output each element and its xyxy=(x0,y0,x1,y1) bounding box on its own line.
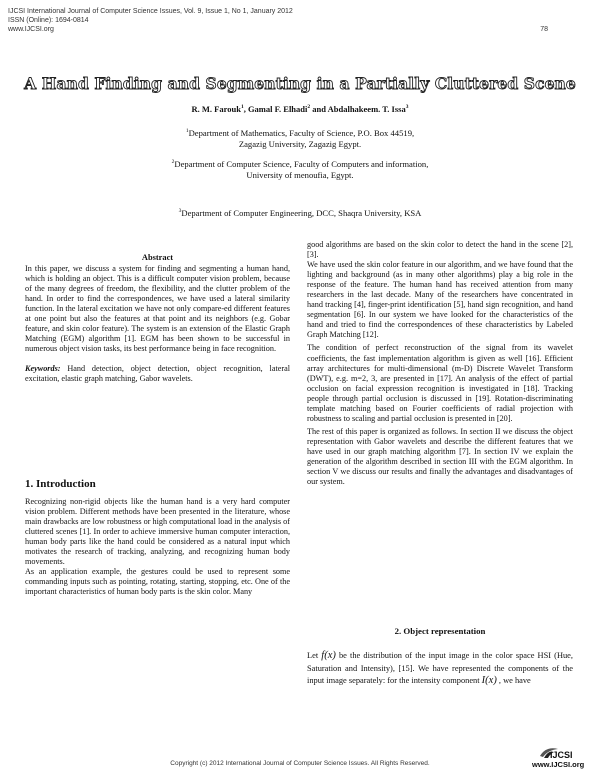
formula-ix: I(x) xyxy=(481,675,497,687)
affiliation-1-sup: 1 xyxy=(185,128,189,134)
copyright-footer: Copyright (c) 2012 International Journal of Computer Science Issues. All Rights Reserved. xyxy=(170,760,430,767)
left-column-abstract xyxy=(25,264,290,385)
right-paragraph-2: We have used the skin color feature in our algorithm, and we have found that the lighting and background (as in many other algorithms) play a big role in the response of the feature. The human hand has received attention from many researchers in the last decade. Many of the researchers have concentrated in hand tracking [4], finger-print identification [5], hand sign recognition, and hand segmentation [6]. In our system we have looked for the characteristics of the hand and tried to find the correspondences of these characteristics by Labeled Graph Matching [12]. xyxy=(307,260,573,340)
right-column-text xyxy=(307,240,573,487)
issn-line: ISSN (Online): 1694-0814 xyxy=(8,17,89,24)
intro-paragraph-2: As an application example, the gestures could be used to represent some commanding inputs such as pointing, rotating, starting, stopping, etc. One of the important characteristics of human body parts is the skin color. Many xyxy=(25,567,290,597)
ijcsi-logo xyxy=(524,744,584,770)
author-2: , Gamal F. Elhadi xyxy=(243,104,308,114)
section-2-paragraph xyxy=(307,650,573,688)
right-paragraph-4: The rest of this paper is organized as follows. In section II we discuss the object representation with Gabor wavelets and describe the different features that we have used in our graph matching algorithm [7]. In section IV we explain the generation of the algorithm described in section III with the EGM algorithm. In section V we discuss our results and finally the advantages and disadvantages of our system. xyxy=(307,426,573,487)
journal-url[interactable]: www.IJCSI.org xyxy=(8,26,54,33)
keywords-text: Hand detection, object detection, object recognition, lateral excitation, elastic graph matching, Gabor wavelets. xyxy=(25,364,290,384)
left-column-intro xyxy=(25,497,290,597)
section-2-text-a: Let xyxy=(307,651,322,660)
logo-bottom-text: www.IJCSI.org xyxy=(532,760,585,769)
section-2-text-c: , we have xyxy=(496,676,531,686)
page-number: 78 xyxy=(540,26,548,33)
affiliation-2 xyxy=(0,157,600,181)
affiliation-2-sup: 2 xyxy=(171,159,175,165)
affiliation-1-line1: Department of Mathematics, Faculty of Science, P.O. Box 44519, xyxy=(188,127,415,138)
affiliation-1 xyxy=(0,126,600,150)
affiliation-1-line2: Zagazig University, Zagazig Egypt. xyxy=(238,138,362,149)
author-list xyxy=(0,104,600,114)
right-paragraph-1: good algorithms are based on the skin color to detect the hand in the scene [2], [3]. xyxy=(307,240,573,260)
abstract-text: In this paper, we discuss a system for finding and segmenting a human hand, which is holding an object. This is a difficult computer vision problem, because of the many degrees of freedom, the flexibility, and the clutter problem of the hand. In order to find the correspondences, we have used a lateral similarity function. In the lateral excitation we have not only compare-ed different features at one point but also the features at that point and its neighbors (e.g. Gobar feature, and skin color feature). The system is an extension of the Elastic Graph Matching (EGM) algorithm [1]. EGM has been shown to be successful in numerous object vision tasks, its best performance being in face recognition. xyxy=(25,264,290,354)
keywords-paragraph xyxy=(25,364,290,384)
author-3-sup: 3 xyxy=(405,104,409,111)
intro-paragraph-1: Recognizing non-rigid objects like the human hand is a very hard computer vision problem. Different methods have been presented in the literature, whose main drawbacks are low robustness or high computational load in the analysis of cluttered scenes [1]. In order to achieve immersive human computer interaction, human body parts like the hand could be considered as a natural input which motivates the research of tracking, analyzing, and recognizing human body movements. xyxy=(25,497,290,567)
keywords-label: Keywords: xyxy=(25,364,61,374)
affiliation-3-sup: 3 xyxy=(178,208,182,214)
section-2-text xyxy=(307,650,573,688)
logo-top-text: IJCSI xyxy=(550,750,573,760)
author-3: and Abdalhakeem. T. Issa xyxy=(310,104,406,114)
section-2-text-b: be the distribution of the input image in the color space HSI (Hue, Saturation and Intensity), [15]. We have represented the components of the input image separately: for the intensity component xyxy=(307,651,573,686)
affiliation-3-line1: Department of Computer Engineering, DCC, Shaqra University, KSA xyxy=(181,207,422,218)
section-2-heading: 2. Object representation xyxy=(394,626,486,636)
affiliation-2-line2: University of menoufia, Egypt. xyxy=(246,169,354,180)
affiliation-2-line1: Department of Computer Science, Faculty of Computers and information, xyxy=(174,158,429,169)
section-1-heading: 1. Introduction xyxy=(25,478,96,490)
abstract-heading: Abstract xyxy=(141,253,174,262)
author-2-sup: 2 xyxy=(307,104,311,111)
author-1-sup: 1 xyxy=(240,104,244,111)
formula-fx: f(x) xyxy=(321,650,336,661)
author-1: R. M. Farouk xyxy=(191,104,241,114)
journal-header-line: IJCSI International Journal of Computer Science Issues, Vol. 9, Issue 1, No 1, January 2012 xyxy=(8,8,293,15)
affiliation-3 xyxy=(0,206,600,219)
paper-title: A Hand Finding and Segmenting in a Partially Cluttered Scene xyxy=(24,74,576,93)
right-paragraph-3: The condition of perfect reconstruction of the signal from its wavelet coefficients, the fast implementation algorithm is given as well [16]. Efficient array architectures for multi-dimensional (m-D) Discrete Wavelet Transform (DWT), e.g. m=2, 3, are presented in [17]. An analysis of the effect of partial occlusion on facial expression recognition is investigated in [18]. Tracking people through partial occlusion is discussed in [19]. Rotation-discriminating template matching based on Fourier coefficients of radial projection with robustness to scaling and partial occlusion is presented in [20]. xyxy=(307,343,573,423)
